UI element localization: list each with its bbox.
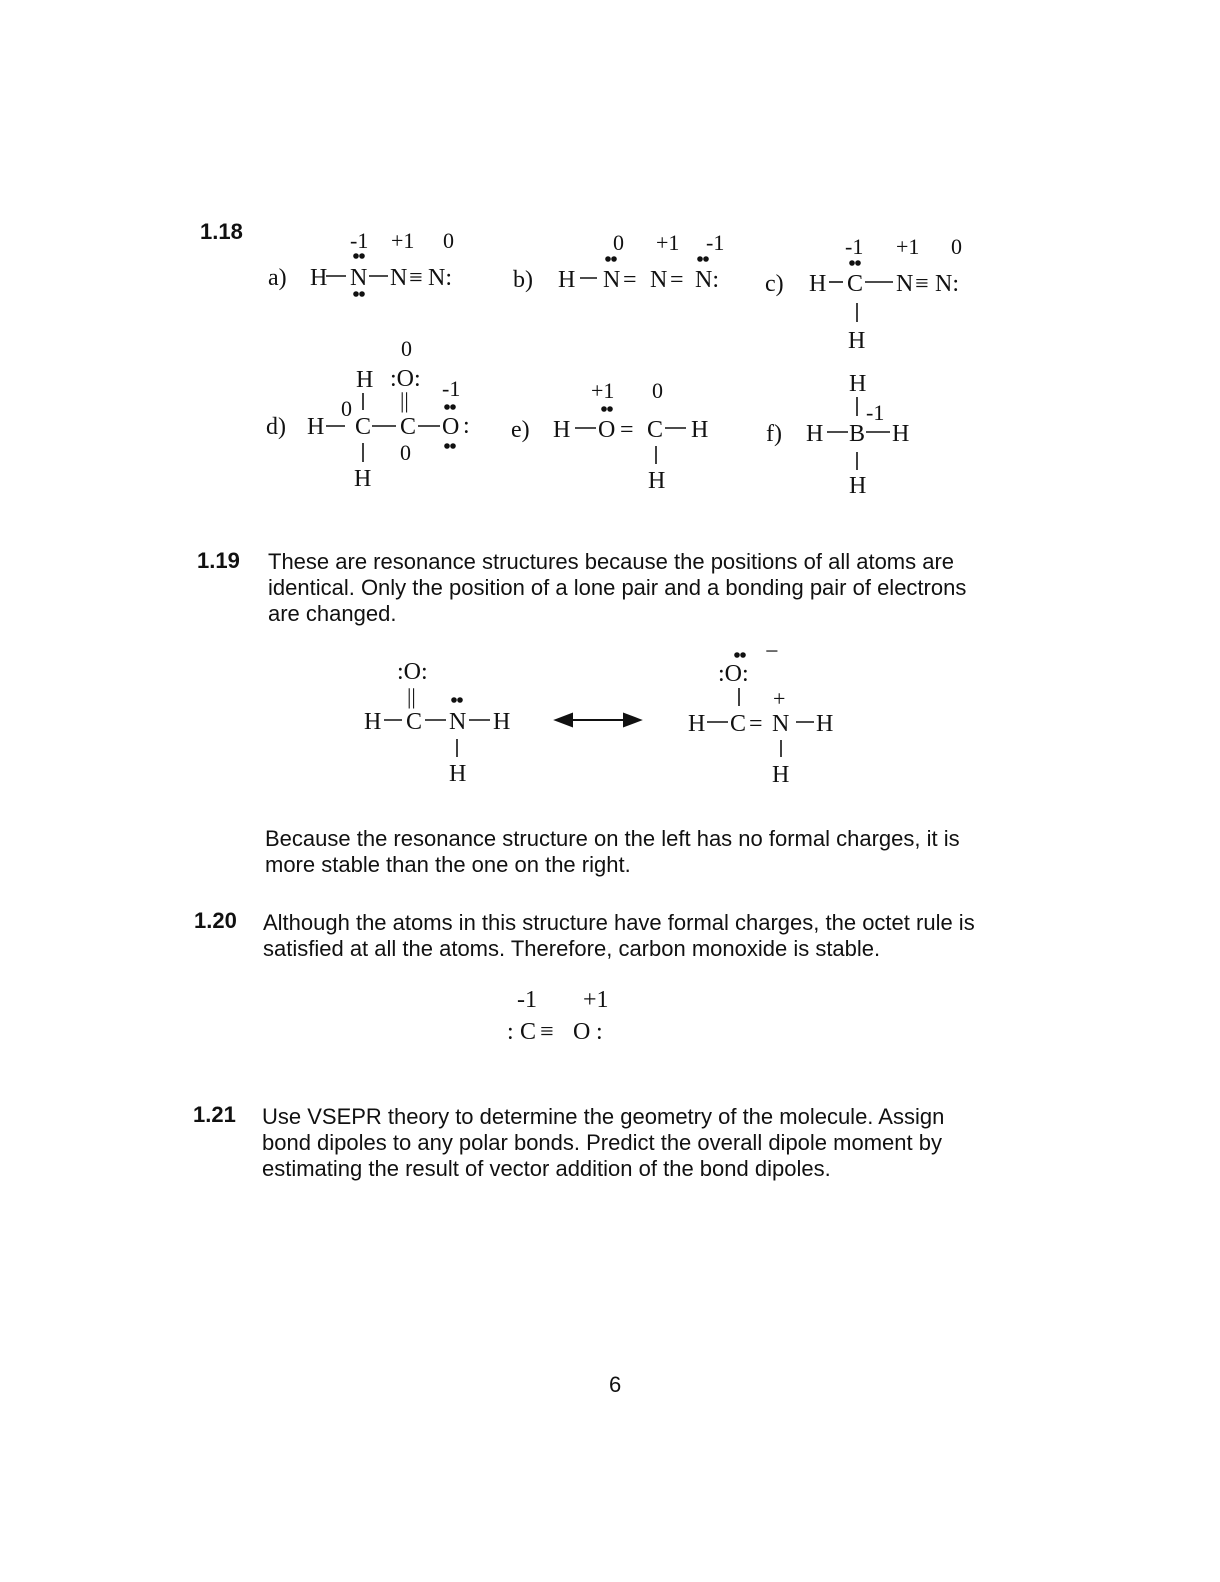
atom-e-o: O <box>598 417 616 443</box>
atom-e-h-bottom: H <box>648 468 666 494</box>
lone-pair-dot <box>445 444 449 448</box>
text-line: more stable than the one on the right. <box>265 852 631 877</box>
charge-b-3: -1 <box>706 230 725 255</box>
atom-f-h-bottom: H <box>849 473 867 499</box>
atom-f-h-right: H <box>892 421 910 447</box>
atom-119-left-o: :O: <box>397 659 428 685</box>
atom-e-h: H <box>553 417 571 443</box>
label-c: c) <box>765 271 784 297</box>
charge-119-right-plus: + <box>773 686 786 711</box>
atom-b-h: H <box>558 267 576 293</box>
atom-119-right-o: :O: <box>718 661 749 687</box>
lone-pair-co-c: : <box>507 1019 514 1045</box>
atom-a-h: H <box>310 265 328 291</box>
problem-number-118: 1.18 <box>200 219 243 244</box>
atom-119-left-h-bottom: H <box>449 761 467 787</box>
lone-pair-dot <box>451 444 455 448</box>
text-line: These are resonance structures because the positions of all atoms are <box>268 549 955 574</box>
atom-119-left-h-right: H <box>493 709 511 735</box>
lone-pair-dot <box>741 653 745 657</box>
lone-pair-dot <box>850 261 854 265</box>
text-line: Use VSEPR theory to determine the geometry of the molecule. Assign <box>262 1104 945 1129</box>
bond-119-left-double: || <box>407 684 416 709</box>
charge-a-1: -1 <box>350 228 369 253</box>
charge-e-1: +1 <box>591 378 615 403</box>
lone-pair-d-o-right: : <box>463 413 470 439</box>
problem-121-text <box>262 1104 944 1182</box>
text-line: Because the resonance structure on the left has no formal charges, it is <box>265 826 960 851</box>
bond-b-double-2: = <box>670 267 684 293</box>
atom-c-n1: N <box>896 271 914 297</box>
atom-c-h-bottom: H <box>848 328 866 354</box>
charge-co-c: -1 <box>517 987 537 1013</box>
problem-120-text <box>263 910 975 962</box>
atom-d-h-top: H <box>356 367 374 393</box>
lone-pair-co-o: : <box>596 1019 603 1045</box>
lone-pair-dot <box>698 257 702 261</box>
atom-e-h-right: H <box>691 417 709 443</box>
atom-b-n1: N <box>603 267 621 293</box>
problem-number-119: 1.19 <box>197 548 240 573</box>
atom-d-c1: C <box>355 414 372 440</box>
charge-c-3: 0 <box>951 234 962 259</box>
atom-e-c: C <box>647 417 664 443</box>
atom-b-n2: N <box>650 267 668 293</box>
charge-119-right-minus: − <box>765 639 779 665</box>
charge-a-3: 0 <box>443 228 454 253</box>
lone-pair-dot <box>704 257 708 261</box>
charge-b-2: +1 <box>656 230 680 255</box>
label-b: b) <box>513 267 533 293</box>
lone-pair-dot <box>452 698 456 702</box>
bond-119-right-double: = <box>749 711 763 737</box>
label-a: a) <box>268 265 287 291</box>
charge-d-c1: 0 <box>341 396 352 421</box>
text-line: identical. Only the position of a lone pair and a bonding pair of electrons <box>268 575 967 600</box>
lone-pair-dot <box>354 292 358 296</box>
lone-pair-dot <box>360 292 364 296</box>
lone-pair-dot <box>602 407 606 411</box>
label-e: e) <box>511 417 530 443</box>
atom-119-right-c: C <box>730 711 747 737</box>
lone-pair-dot <box>606 257 610 261</box>
charge-d-o-right: -1 <box>442 376 461 401</box>
text-line: are changed. <box>268 601 397 626</box>
atom-f-b: B <box>849 421 866 447</box>
charge-co-o: +1 <box>583 987 609 1013</box>
lone-pair-dot <box>360 254 364 258</box>
atom-d-o-right: O <box>442 414 460 440</box>
lone-pair-dot <box>445 405 449 409</box>
lone-pair-dot <box>458 698 462 702</box>
bond-co-triple: ≡ <box>540 1019 554 1045</box>
atom-f-h-top: H <box>849 371 867 397</box>
charge-a-2: +1 <box>391 228 415 253</box>
atom-119-right-h-bottom: H <box>772 762 790 788</box>
bond-b-double-1: = <box>623 267 637 293</box>
problem-119-text <box>268 549 966 627</box>
atom-a-n2: N <box>390 265 408 291</box>
atom-d-c2: C <box>400 414 417 440</box>
charge-d-o-top: 0 <box>401 336 412 361</box>
problem-119-conclusion <box>265 826 960 878</box>
atom-d-h-bottom: H <box>354 466 372 492</box>
atom-119-left-n: N <box>449 709 467 735</box>
charge-b-1: 0 <box>613 230 624 255</box>
text-line: bond dipoles to any polar bonds. Predict the overall dipole moment by <box>262 1130 942 1155</box>
atom-a-n3: N: <box>428 265 452 291</box>
atom-f-h-left: H <box>806 421 824 447</box>
text-line: Although the atoms in this structure have formal charges, the octet rule is <box>263 910 975 935</box>
lone-pair-dot <box>354 254 358 258</box>
lone-pair-dot <box>856 261 860 265</box>
charge-d-c2: 0 <box>400 440 411 465</box>
atom-b-n3: N: <box>695 267 719 293</box>
bond-e-double: = <box>620 417 634 443</box>
lone-pair-dot <box>735 653 739 657</box>
resonance-arrow <box>556 714 640 726</box>
atom-c-c: C <box>847 271 864 297</box>
problem-number-120: 1.20 <box>194 908 237 933</box>
label-f: f) <box>766 421 782 447</box>
problem-number-121: 1.21 <box>193 1102 236 1127</box>
atom-d-h-left: H <box>307 414 325 440</box>
bond-a-triple: ≡ <box>409 265 423 291</box>
atom-c-h: H <box>809 271 827 297</box>
charge-e-2: 0 <box>652 378 663 403</box>
lone-pair-dot <box>608 407 612 411</box>
atom-119-right-h-right: H <box>816 711 834 737</box>
atom-119-right-n: N <box>772 711 790 737</box>
page-number: 6 <box>609 1372 622 1397</box>
atom-c-n2: N: <box>935 271 959 297</box>
lone-pair-dot <box>451 405 455 409</box>
charge-f-b: -1 <box>866 400 885 425</box>
atom-119-left-c: C <box>406 709 423 735</box>
atom-co-o: O <box>573 1019 591 1045</box>
lone-pair-dot <box>612 257 616 261</box>
atom-co-c: C <box>520 1019 537 1045</box>
atom-119-left-h: H <box>364 709 382 735</box>
atom-d-o-top: :O: <box>390 366 421 392</box>
bond-c-triple: ≡ <box>915 271 929 297</box>
charge-c-2: +1 <box>896 234 920 259</box>
charge-c-1: -1 <box>845 234 864 259</box>
atom-a-n1: N <box>350 265 368 291</box>
label-d: d) <box>266 414 286 440</box>
atom-119-right-h: H <box>688 711 706 737</box>
text-line: satisfied at all the atoms. Therefore, carbon monoxide is stable. <box>263 936 881 961</box>
bond-d-double: || <box>400 388 409 413</box>
text-line: estimating the result of vector addition of the bond dipoles. <box>262 1156 831 1181</box>
